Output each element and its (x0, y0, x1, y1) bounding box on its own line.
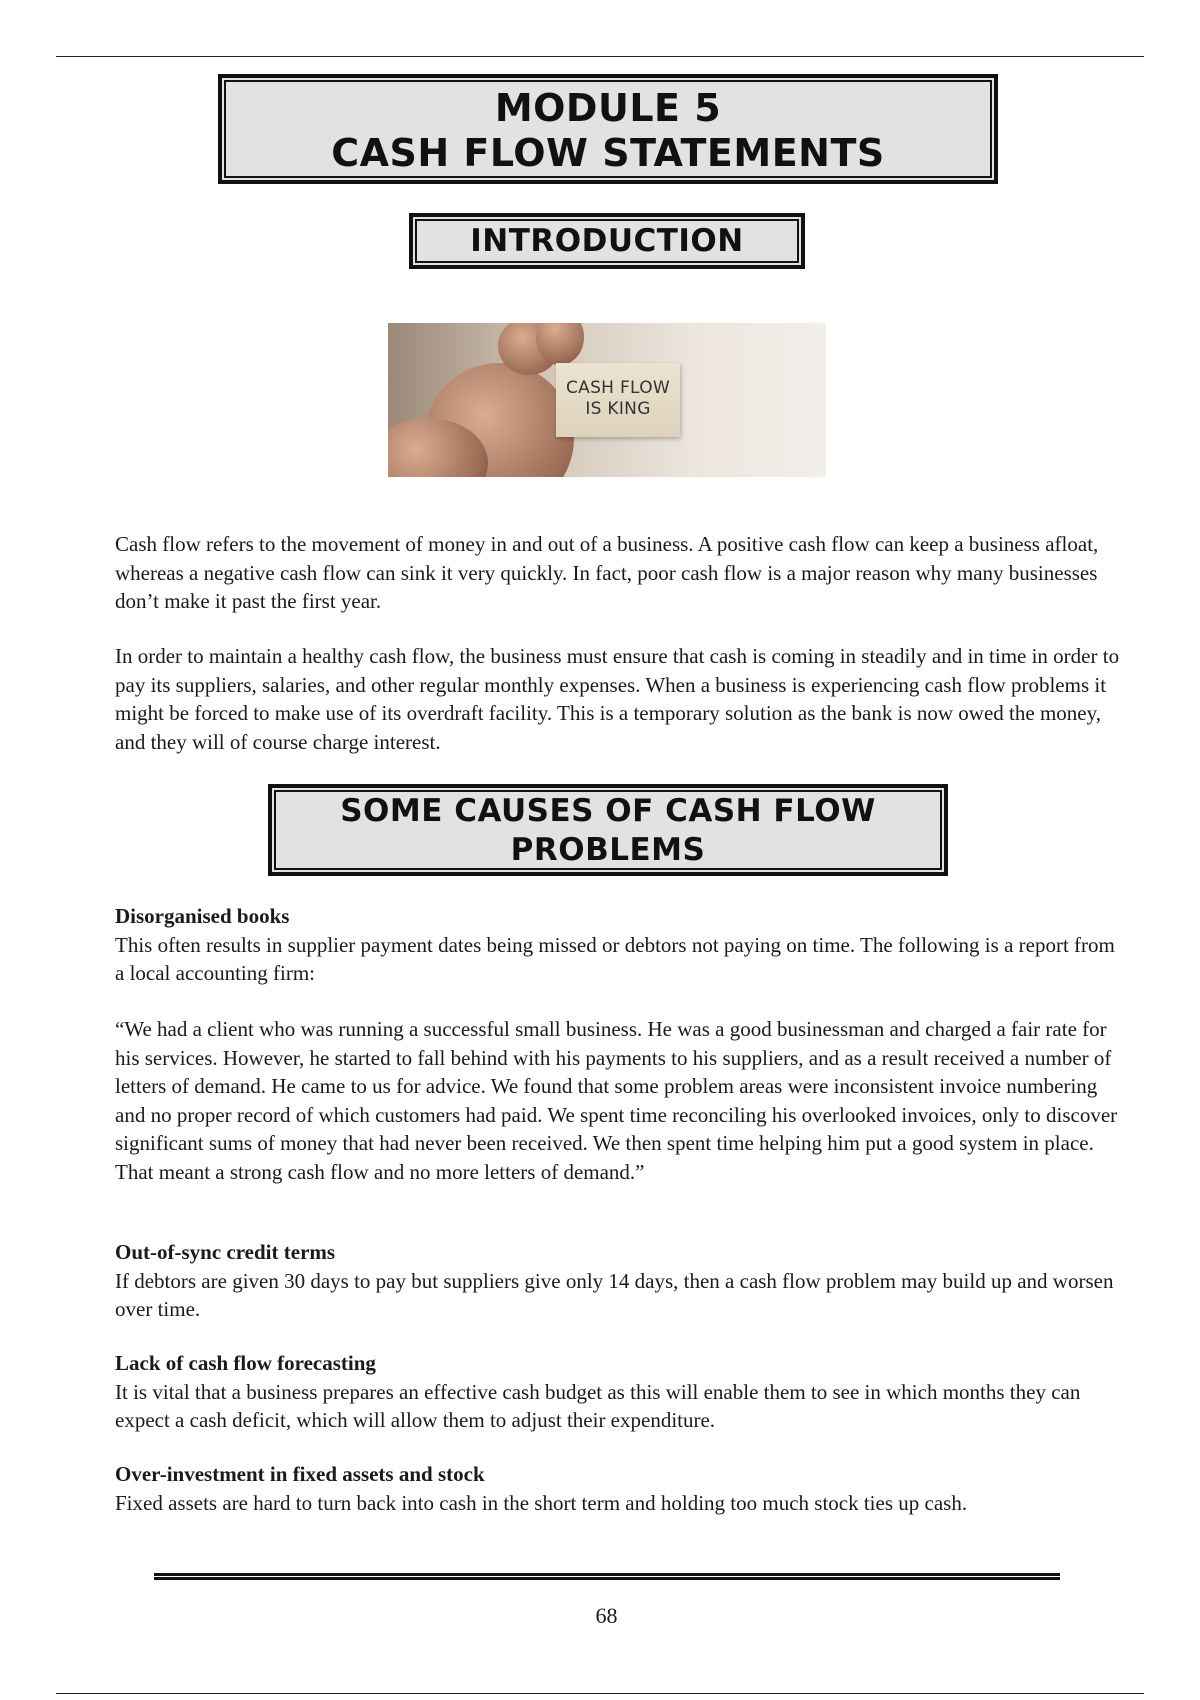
cause-body: It is vital that a business prepares an effective cash budget as this will enable them to see in which months they can expect a cash deficit, which will allow them to adjust their expenditure. (115, 1379, 1081, 1432)
cause-section-disorganised-books (115, 902, 1120, 988)
cause-section-out-of-sync-credit-terms (115, 1238, 1120, 1324)
module-title: CASH FLOW STATEMENTS (331, 131, 885, 175)
hero-card-line2: IS KING (585, 399, 651, 419)
module-number: MODULE 5 (494, 86, 722, 130)
footer-double-rule (154, 1573, 1060, 1580)
cause-body: If debtors are given 30 days to pay but suppliers give only 14 days, then a cash flow problem may build up and worsen over time. (115, 1268, 1114, 1321)
cause-heading: Over-investment in fixed assets and stock (115, 1462, 485, 1486)
cause-heading: Out-of-sync credit terms (115, 1240, 336, 1264)
cause-heading: Lack of cash flow forecasting (115, 1351, 376, 1375)
hero-card-line1: CASH FLOW (565, 378, 670, 398)
top-rule (56, 56, 1144, 57)
cause-section-over-investment (115, 1460, 1120, 1517)
cause-section-cash-flow-forecasting (115, 1349, 1120, 1435)
causes-title-box (268, 784, 948, 876)
introduction-title: INTRODUCTION (470, 223, 744, 259)
accounting-firm-quote: “We had a client who was running a successful small business. He was a good businessman and charged a fair rate for his services. However, he started to fall behind with his payments to his suppliers, and as a result received a number of letters of demand. He came to us for advice. We found that some problem areas were inconsistent invoice numbering and no proper record of which customers had paid. We spent time reconciling his overlooked invoices, only to discover significant sums of money that had never been received. We then spent time helping him put a good system in place. That meant a strong cash flow and no more letters of demand.” (115, 1017, 1118, 1184)
hero-card (556, 363, 680, 437)
causes-title-line1: SOME CAUSES OF CASH FLOW (340, 793, 876, 829)
intro-paragraph-1: Cash flow refers to the movement of money in and out of a business. A positive cash flow can keep a business afloat, whereas a negative cash flow can sink it very quickly. In fact, poor cash flow is a major reason why many businesses don’t make it past the first year. (115, 532, 1099, 613)
cause-body: Fixed assets are hard to turn back into cash in the short term and holding too much stock ties up cash. (115, 1490, 968, 1515)
page-number: 68 (595, 1603, 618, 1628)
module-title-box (218, 74, 998, 184)
causes-title-line2: PROBLEMS (510, 832, 706, 868)
cash-flow-is-king-photo (388, 323, 826, 477)
cause-body: This often results in supplier payment dates being missed or debtors not paying on time. The following is a report from a local accounting firm: (115, 932, 1115, 985)
cause-heading: Disorganised books (115, 904, 290, 928)
intro-paragraph-2: In order to maintain a healthy cash flow, the business must ensure that cash is coming in steadily and in time in order to pay its suppliers, salaries, and other regular monthly expenses. When a business is experiencing cash flow problems it might be forced to make use of its overdraft facility. This is a temporary solution as the bank is now owed the money, and they will of course charge interest. (115, 644, 1120, 754)
bottom-rule (56, 1693, 1144, 1694)
introduction-title-box (409, 213, 805, 269)
